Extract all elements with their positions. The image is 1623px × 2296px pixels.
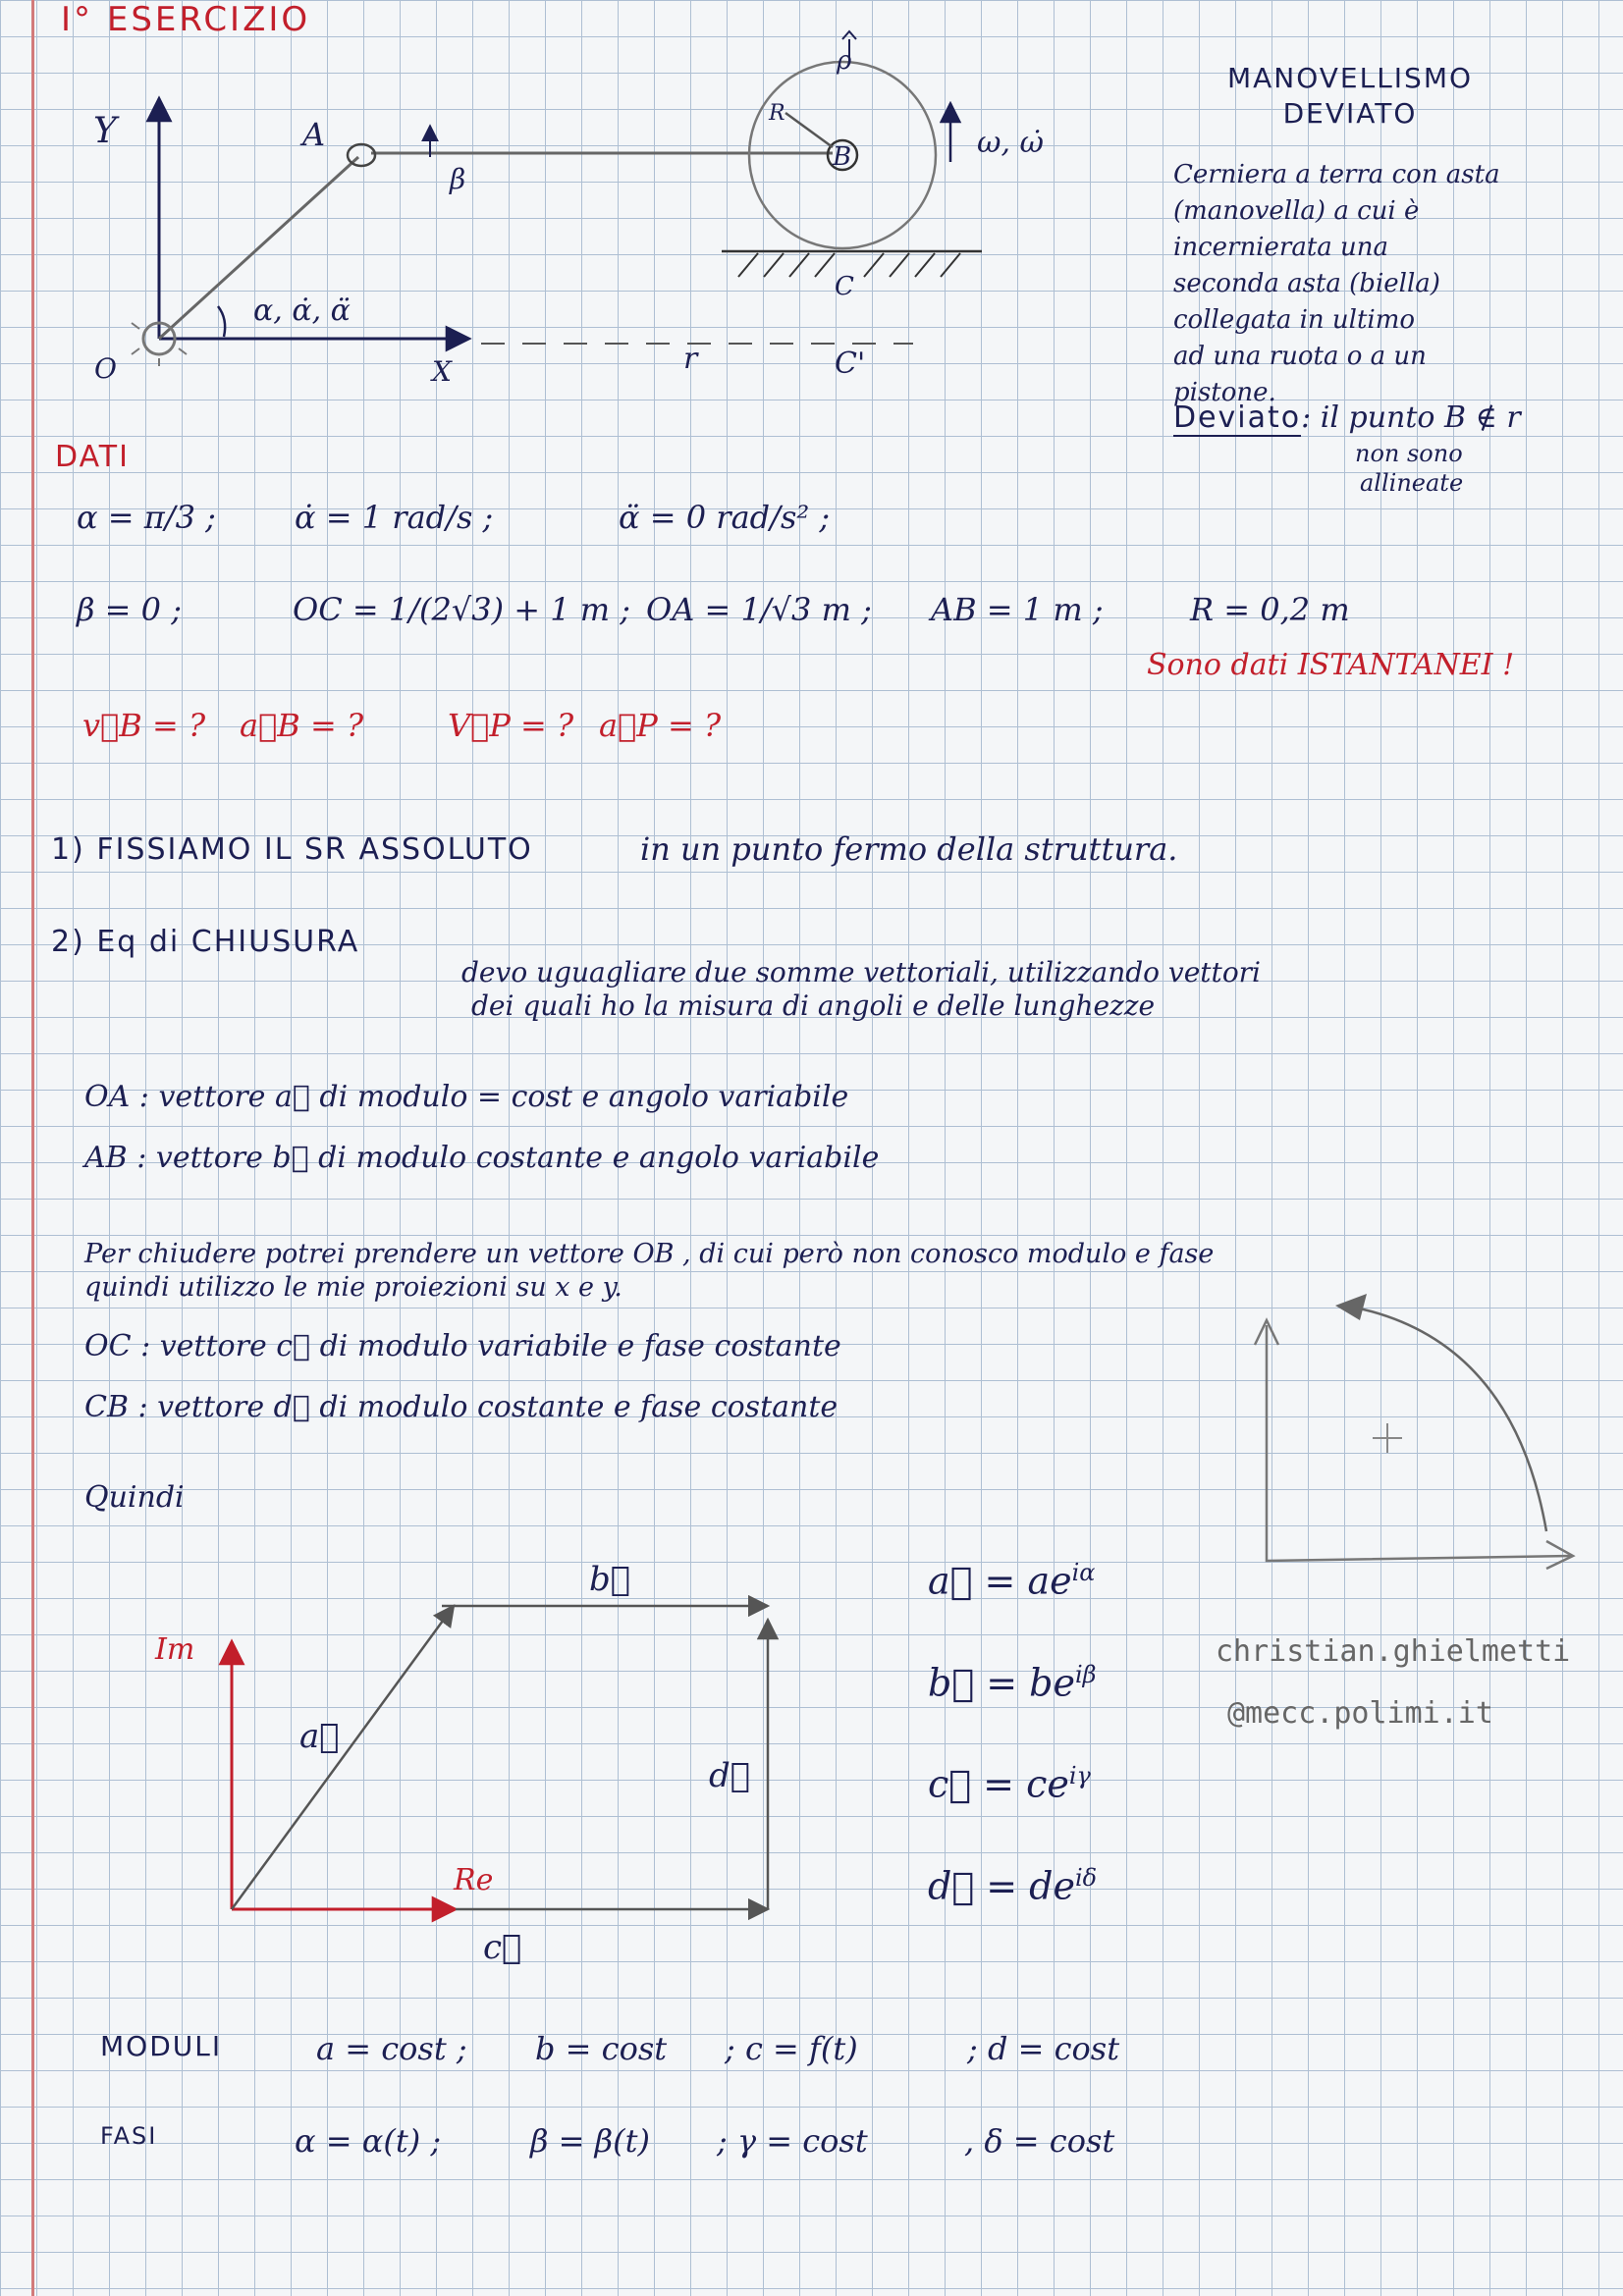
side-note-line: collegata in ultimo [1173, 305, 1416, 335]
label-b: B [833, 142, 852, 172]
formula-a-exp: iα [1071, 1559, 1096, 1586]
dati-heading: DATI [55, 440, 130, 474]
side-note-line: Cerniera a terra con asta [1173, 160, 1500, 189]
vector-oc: OC : vettore c⃗ di modulo variabile e fase costante [84, 1329, 841, 1363]
label-vec-d: d⃗ [709, 1756, 751, 1795]
side-note-line: pistone. [1173, 378, 1276, 407]
deviato-text-2: non sono [1355, 440, 1463, 467]
label-im: Im [155, 1632, 195, 1667]
vector-cb: CB : vettore d⃗ di modulo costante e fase costante [84, 1390, 839, 1424]
formula-d [928, 1832, 1097, 1934]
label-vec-c: c⃗ [483, 1928, 522, 1967]
unknown-ap: a⃗P = ? [599, 707, 722, 744]
label-c-prime: C' [835, 347, 866, 381]
fasi-delta: , δ = cost [964, 2122, 1115, 2160]
dati-alpha-dot: α̇ = 1 rad/s ; [295, 499, 494, 536]
deviato-text: : il punto B ∉ r [1301, 400, 1521, 435]
dati-ab: AB = 1 m ; [931, 591, 1104, 628]
moduli-a: a = cost ; [316, 2030, 467, 2067]
side-note-title-text: MANOVELLISMO DEVIATO [1226, 62, 1474, 130]
exercise-title: I° ESERCIZIO [61, 0, 311, 39]
side-note-line: incernierata una [1173, 233, 1389, 262]
side-note-line: seconda asta (biella) [1173, 269, 1440, 298]
formula-c [928, 1730, 1097, 1832]
fasi-gamma: ; γ = cost [717, 2122, 868, 2160]
label-alpha: α, α̇, α̈ [253, 294, 351, 328]
fasi-beta: β = β(t) [530, 2122, 650, 2160]
label-omega: ω, ω̇ [977, 126, 1044, 160]
fasi-alpha: α = α(t) ; [295, 2122, 442, 2160]
label-o: O [94, 352, 117, 385]
moduli-label: MODULI [100, 2030, 223, 2062]
formula-c-exp: iγ [1068, 1762, 1091, 1790]
formula-b [928, 1629, 1097, 1731]
step1-heading: 1) FISSIAMO IL SR ASSOLUTO [51, 832, 533, 867]
step2-text-2: dei quali ho la misura di angoli e delle lunghezze [471, 989, 1156, 1022]
dati-alpha: α = π/3 ; [77, 499, 216, 536]
note-ob-2: quindi utilizzo le mie proiezioni su x e y. [84, 1272, 622, 1303]
deviato-label: Deviato [1173, 400, 1302, 435]
vector-oa: OA : vettore a⃗ di modulo = cost e angolo variabile [84, 1080, 849, 1114]
step2-text-1: devo uguagliare due somme vettoriali, utilizzando vettori [461, 956, 1262, 988]
dati-r: R = 0,2 m [1190, 591, 1350, 628]
unknown-ab: a⃗B = ? [240, 707, 364, 744]
step2-heading: 2) Eq di CHIUSURA [51, 925, 360, 959]
moduli-c: ; c = f(t) [725, 2030, 858, 2067]
step1-text: in un punto fermo della struttura. [640, 830, 1178, 868]
formula-c-lhs: c⃗ = ce [928, 1762, 1069, 1806]
side-note-line: ad una ruota o a un [1173, 342, 1427, 371]
formula-d-exp: iδ [1074, 1863, 1098, 1892]
author-line-2: @mecc.polimi.it [1227, 1696, 1493, 1731]
label-line-r: r [683, 342, 698, 376]
unknown-vb: v⃗B = ? [82, 707, 206, 744]
author-line-1: christian.ghielmetti [1216, 1634, 1571, 1669]
label-y: Y [93, 111, 117, 151]
formula-b-exp: iβ [1074, 1660, 1097, 1688]
vector-ab: AB : vettore b⃗ di modulo costante e angolo variabile [84, 1141, 880, 1175]
label-vec-b: b⃗ [589, 1560, 631, 1599]
dati-beta: β = 0 ; [77, 591, 182, 628]
label-r: R [769, 101, 785, 126]
formula-d-lhs: d⃗ = de [928, 1864, 1075, 1908]
formulas [928, 1526, 1097, 1934]
fasi-label: FASI [100, 2122, 158, 2150]
moduli-b: b = cost [535, 2030, 668, 2067]
vector-a-line [232, 1606, 454, 1909]
label-a: A [302, 116, 326, 153]
label-rho: ρ [837, 46, 852, 76]
dati-istantanei-note: Sono dati ISTANTANEI ! [1147, 648, 1515, 682]
label-vec-a: a⃗ [299, 1717, 340, 1756]
side-note-line: (manovella) a cui è [1173, 196, 1420, 226]
quindi: Quindi [84, 1480, 185, 1515]
unknown-vp: V⃗P = ? [448, 707, 574, 744]
formula-a-lhs: a⃗ = ae [928, 1559, 1072, 1603]
formula-a [928, 1526, 1097, 1629]
label-re: Re [454, 1863, 494, 1897]
dati-oa: OA = 1/√3 m ; [646, 591, 872, 628]
deviato-text-3: allineate [1360, 469, 1464, 497]
dati-oc: OC = 1/(2√3) + 1 m ; [293, 591, 631, 628]
label-beta: β [450, 163, 466, 195]
formula-b-lhs: b⃗ = be [928, 1661, 1075, 1705]
label-x: X [432, 355, 452, 388]
dati-alpha-ddot: α̈ = 0 rad/s² ; [619, 499, 831, 536]
label-c: C [835, 272, 854, 301]
note-ob-1: Per chiudere potrei prendere un vettore OB , di cui però non conosco modulo e fase [84, 1239, 1215, 1269]
moduli-d: ; d = cost [967, 2030, 1120, 2067]
